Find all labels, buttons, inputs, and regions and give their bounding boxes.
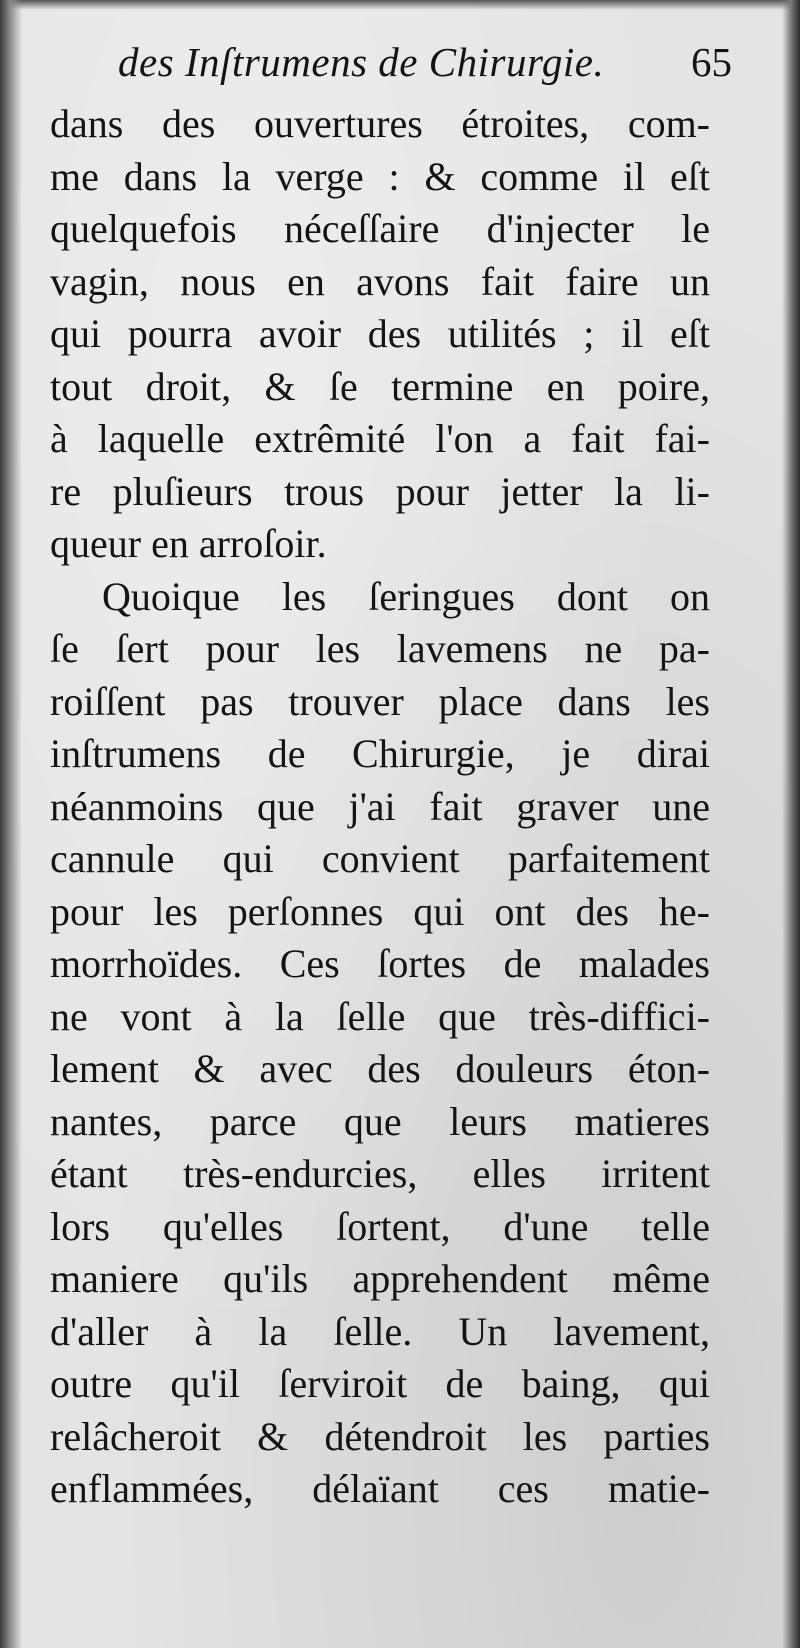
page-header (118, 38, 738, 98)
text-line: tout droit, & ſe termine en poire, (50, 363, 710, 409)
text-line: ne vont à la ſelle que très-diffici- (50, 993, 710, 1039)
paragraph-end-line: queur en arroſoir. (50, 521, 327, 566)
page-edge-left (0, 0, 22, 1648)
text-line: re pluſieurs trous pour jetter la li- (50, 468, 710, 514)
paragraph-start-line: Quoique les ſeringues dont on (102, 573, 710, 619)
text-line: vagin, nous en avons fait faire un (50, 258, 710, 304)
text-line: maniere qu'ils apprehendent même (50, 1256, 710, 1301)
page-edge-right (782, 0, 800, 1648)
text-line: dans des ouvertures étroites, com- (50, 101, 710, 146)
text-line: d'aller à la ſelle. Un lavement, (50, 1308, 710, 1354)
text-line: outre qu'il ſerviroit de baing, qui (50, 1361, 710, 1406)
text-line: me dans la verge : & comme il eſt (50, 153, 710, 199)
text-line: quelquefois néceſſaire d'injecter le (50, 206, 710, 251)
text-line: roiſſent pas trouver place dans les (50, 678, 710, 724)
text-line: néanmoins que j'ai fait graver une (50, 783, 710, 829)
text-line: à laquelle extrêmité l'on a fait fai- (50, 416, 710, 461)
running-title: des Inſtrumens de Chirurgie. (118, 39, 605, 85)
page-number: 65 (691, 39, 732, 85)
text-line: nantes, parce que leurs matieres (50, 1098, 710, 1144)
text-line: étant très-endurcies, elles irritent (50, 1151, 710, 1196)
body-text (50, 98, 710, 1516)
text-line: lors qu'elles ſortent, d'une telle (50, 1203, 710, 1249)
text-line: inſtrumens de Chirurgie, je dirai (50, 731, 710, 776)
text-line: enflammées, délaïant ces matie- (50, 1466, 710, 1511)
text-line: ſe ſert pour les lavemens ne pa- (50, 626, 710, 671)
text-line: morrhoïdes. Ces ſortes de malades (50, 941, 710, 986)
text-line: pour les perſonnes qui ont des he- (50, 888, 710, 934)
page-edge-top (0, 0, 800, 10)
text-line: cannule qui convient parfaitement (50, 836, 710, 881)
text-line: lement & avec des douleurs éton- (50, 1046, 710, 1091)
text-line: qui pourra avoir des utilités ; il eſt (50, 311, 710, 356)
text-line: relâcheroit & détendroit les parties (50, 1413, 710, 1459)
